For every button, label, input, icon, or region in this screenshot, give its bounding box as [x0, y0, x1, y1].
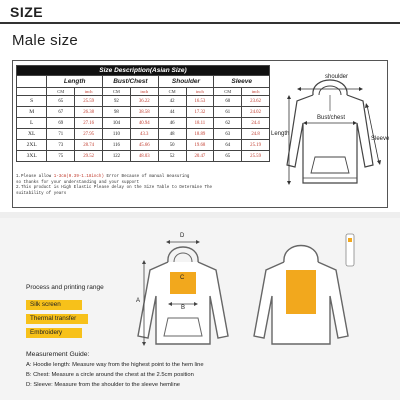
- table-caption: Size Description(Asian Size): [17, 66, 270, 76]
- table-cell: 110: [103, 129, 131, 140]
- size-cell: S: [17, 96, 47, 107]
- badge-embroidery: Embroidery: [26, 328, 82, 338]
- table-row: [17, 140, 270, 151]
- table-row: [17, 96, 270, 107]
- table-cell: 48.03: [130, 151, 158, 162]
- table-cell: 24.8: [242, 129, 270, 140]
- table-cell: 45.66: [130, 140, 158, 151]
- table-cell: 27.16: [75, 118, 103, 129]
- table-cell: 25.59: [75, 96, 103, 107]
- bust-label: Bust/chest: [317, 115, 346, 121]
- table-cell: 63: [214, 129, 242, 140]
- unit-cm: CM: [103, 88, 131, 96]
- table-cell: 73: [47, 140, 75, 151]
- table-cell: 116: [103, 140, 131, 151]
- table-cell: 16.53: [186, 96, 214, 107]
- guide-item-d: D: Sleeve: Measure from the shoulder to the sleeve hemline: [26, 382, 181, 388]
- badge-thermal-transfer: Thermal transfer: [26, 314, 88, 324]
- table-cell: 65: [214, 151, 242, 162]
- hoodie-outline-icon: [275, 65, 385, 203]
- column-bust: Bust/Chest: [103, 76, 159, 88]
- table-cell: 25.19: [242, 140, 270, 151]
- column-shoulder: Shoulder: [158, 76, 214, 88]
- shoulder-label: shoulder: [325, 74, 349, 80]
- size-chart-panel: [12, 60, 388, 208]
- table-cell: 69: [47, 118, 75, 129]
- table-cell: 122: [103, 151, 131, 162]
- table-cell: 23.62: [242, 96, 270, 107]
- table-cell: 27.95: [75, 129, 103, 140]
- page-title: SIZE: [10, 4, 44, 20]
- dimension-a-label: A: [136, 298, 141, 304]
- table-cell: 24.4: [242, 118, 270, 129]
- column-sleeve: Sleeve: [214, 76, 270, 88]
- size-cell: 2XL: [17, 140, 47, 151]
- table-cell: 38.58: [130, 107, 158, 118]
- table-cell: 44: [158, 107, 186, 118]
- table-cell: 42: [158, 96, 186, 107]
- unit-inch: inch: [75, 88, 103, 96]
- table-cell: 52: [158, 151, 186, 162]
- print-range-label: Process and printing range: [26, 284, 104, 291]
- unit-cm: CM: [214, 88, 242, 96]
- table-cell: 25.59: [242, 151, 270, 162]
- guide-title: Measurement Guide:: [26, 351, 90, 358]
- table-cell: 36.22: [130, 96, 158, 107]
- table-cell: 17.32: [186, 107, 214, 118]
- table-cell: 18.11: [186, 118, 214, 129]
- length-label: Length: [271, 131, 290, 137]
- unit-blank: [17, 88, 47, 96]
- unit-cm: CM: [158, 88, 186, 96]
- table-cell: 65: [47, 96, 75, 107]
- table-row: [17, 107, 270, 118]
- table-cell: 61: [214, 107, 242, 118]
- size-notes: [16, 175, 270, 197]
- size-table: [16, 65, 270, 162]
- table-cell: 48: [158, 129, 186, 140]
- table-cell: 64: [214, 140, 242, 151]
- size-cell: XL: [17, 129, 47, 140]
- note-2-line-2: suitability of years: [16, 191, 67, 196]
- dimension-b-label: B: [181, 305, 186, 311]
- note-1: 1.Please allow 1-3cm(0.39-1.18inch) Error Because of manual measuring: [16, 175, 190, 179]
- table-cell: 19.68: [186, 140, 214, 151]
- table-cell: 26.38: [75, 107, 103, 118]
- size-header-cell: [17, 76, 47, 88]
- table-cell: 67: [47, 107, 75, 118]
- table-row: [17, 129, 270, 140]
- measurement-guide: [26, 350, 204, 390]
- table-cell: 43.3: [130, 129, 158, 140]
- table-cell: 75: [47, 151, 75, 162]
- dimension-d-label: D: [180, 233, 185, 239]
- note-1-line-2: so thanks for your understanding and your support: [16, 180, 140, 185]
- table-cell: 50: [158, 140, 186, 151]
- guide-item-a: A: Hoodie length: Measure way from the highest point to the hem line: [26, 362, 204, 368]
- table-cell: 98: [103, 107, 131, 118]
- size-cell: M: [17, 107, 47, 118]
- unit-inch: inch: [242, 88, 270, 96]
- section-subtitle: Male size: [12, 32, 79, 49]
- table-cell: 62: [214, 118, 242, 129]
- table-cell: 18.89: [186, 129, 214, 140]
- table-cell: 104: [103, 118, 131, 129]
- table-cell: 46: [158, 118, 186, 129]
- table-row: [17, 151, 270, 162]
- print-guide-section: [0, 218, 400, 400]
- size-cell: 3XL: [17, 151, 47, 162]
- column-length: Length: [47, 76, 103, 88]
- table-row: [17, 118, 270, 129]
- unit-inch: inch: [130, 88, 158, 96]
- table-cell: 40.94: [130, 118, 158, 129]
- hoodie-front-diagram: [118, 232, 248, 350]
- table-cell: 71: [47, 129, 75, 140]
- table-cell: 92: [103, 96, 131, 107]
- guide-item-b: B: Chest: Measure a circle around the chest at the 2.5cm position: [26, 372, 194, 378]
- table-cell: 28.74: [75, 140, 103, 151]
- badge-silk-screen: Silk screen: [26, 300, 82, 310]
- hoodie-front-icon: [118, 232, 248, 350]
- note-2: 2.This product is High Elastic Please delay on the Size Table to Determine The: [16, 186, 213, 191]
- unit-cm: CM: [47, 88, 75, 96]
- dimension-c-label: C: [180, 275, 185, 281]
- table-cell: 24.02: [242, 107, 270, 118]
- sleeve-label: Sleeve: [371, 136, 390, 142]
- hoodie-measure-diagram: [271, 65, 390, 203]
- title-divider: [0, 22, 400, 24]
- table-cell: 60: [214, 96, 242, 107]
- label-tag-icon: [340, 230, 360, 270]
- size-cell: L: [17, 118, 47, 129]
- table-cell: 29.52: [75, 151, 103, 162]
- table-cell: 20.47: [186, 151, 214, 162]
- unit-inch: inch: [186, 88, 214, 96]
